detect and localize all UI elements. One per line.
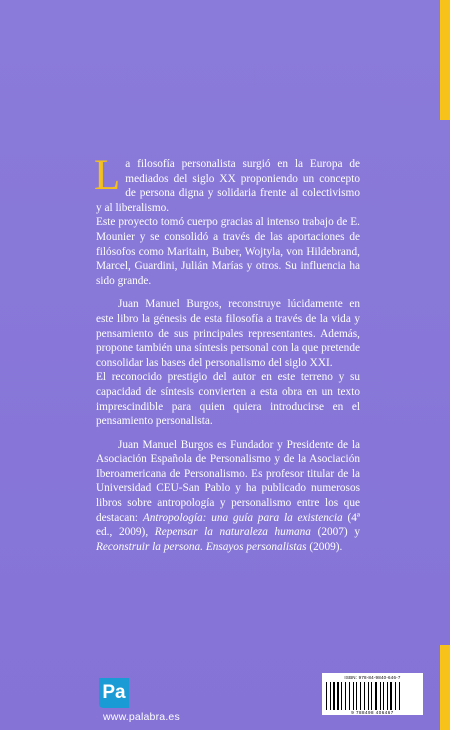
barcode-stripe <box>331 682 332 710</box>
paragraph-author-work-line-2: El reconocido prestigio del autor en este terreno y su capacidad de síntesis convierten a esta obra en un texto imprescindible para quien quiera introducirse en el pensamiento personalista. <box>96 371 360 428</box>
publisher-logo: Pa <box>99 678 129 708</box>
barcode-stripe <box>373 682 374 710</box>
barcode-stripe <box>399 682 400 710</box>
drop-cap: L <box>94 152 121 199</box>
book-title-1: Antropología: una guía para la existencia <box>142 511 343 524</box>
barcode-stripe <box>347 682 349 710</box>
book-title-2: Repensar la naturaleza humana <box>154 526 311 539</box>
barcode-stripe <box>378 682 379 710</box>
barcode-stripe <box>336 682 337 710</box>
yellow-edge-bottom <box>440 645 450 730</box>
barcode-stripe <box>395 682 396 710</box>
book-title-3: Reconstruir la persona. Ensayos personalistas <box>96 540 307 553</box>
isbn-label: ISBN: 978-84-9840-646-7 <box>344 675 401 680</box>
barcode-stripe <box>364 682 365 710</box>
blurb-text <box>94 152 361 563</box>
paragraph-author-bio <box>96 438 360 555</box>
barcode-stripe <box>393 682 394 710</box>
barcode-stripe <box>341 682 342 710</box>
barcode-stripe <box>340 682 341 710</box>
barcode-stripe <box>328 682 329 710</box>
barcode-stripe <box>400 682 401 710</box>
barcode-stripe <box>351 682 352 710</box>
book-note-2: (2007) y <box>310 526 360 539</box>
barcode-stripe <box>381 682 382 710</box>
barcode-stripe <box>371 682 372 710</box>
barcode-stripe <box>360 682 361 710</box>
publisher-website: www.palabra.es <box>103 711 180 723</box>
barcode-stripe <box>375 682 377 710</box>
barcode-stripe <box>366 682 367 710</box>
barcode-stripe <box>353 682 354 710</box>
barcode-stripe <box>343 682 344 710</box>
paragraph-intro-line-1: a filosofía personalista surgió en la Europa de mediados del siglo XX proponiendo un concepto de persona digna y solidaria frente al colectivismo y al liberalismo. <box>96 158 360 214</box>
yellow-edge-top <box>440 0 450 120</box>
barcode-bars <box>326 682 419 710</box>
barcode-stripe <box>368 682 369 710</box>
barcode-stripe <box>333 682 335 710</box>
barcode-stripe <box>330 682 331 710</box>
book-note-3: (2009). <box>306 540 343 553</box>
barcode-stripe <box>326 682 327 710</box>
barcode-stripe <box>362 682 364 710</box>
paragraph-intro <box>94 152 360 288</box>
author-bio-intro: Juan Manuel Burgos es Fundador y Presidente de la Asociación Española de Personalismo y de la Asociación Iberoamericana de Personalismo. Es profesor titular de la Universidad CEU-San Pablo y ha publicado numerosos libros sobre antropología y personalismo entre los que destacan: <box>96 438 360 524</box>
paragraph-intro-line-2: Este proyecto tomó cuerpo gracias al intenso trabajo de E. Mounier y se consolidó a través de las aportaciones de filósofos como Maritain, Buber, Wojtyla, von Hildebrand, Marcel, Guardini, Julián Marías y otros. Su influencia ha sido grande. <box>96 216 360 287</box>
barcode-stripe <box>345 682 346 710</box>
barcode-number: 9 788498 406467 <box>351 710 394 715</box>
barcode-stripe <box>389 682 390 710</box>
barcode-stripe <box>370 682 371 710</box>
barcode-stripe <box>390 682 392 710</box>
barcode-stripe <box>396 682 397 710</box>
barcode-stripe <box>383 682 384 710</box>
barcode-stripe <box>356 682 357 710</box>
barcode-stripe <box>349 682 350 710</box>
paragraph-author-work <box>96 297 360 428</box>
barcode-stripe <box>358 682 359 710</box>
book-note-1: (4ª ed., 2009), <box>96 511 361 539</box>
barcode-stripe <box>337 682 338 710</box>
paragraph-author-work-line-1: Juan Manuel Burgos, reconstruye lúcidamente en este libro la génesis de esta filosofía a través de la vida y pensamiento de sus principales representantes. Además, propone también una síntesis personal con la que pretende consolidar las bases del personalismo del siglo XXI. <box>96 298 360 369</box>
author-bio <box>96 438 360 555</box>
barcode <box>322 673 423 715</box>
barcode-stripe <box>387 682 388 710</box>
barcode-stripe <box>385 682 386 710</box>
barcode-stripe <box>355 682 356 710</box>
barcode-stripe <box>380 682 381 710</box>
